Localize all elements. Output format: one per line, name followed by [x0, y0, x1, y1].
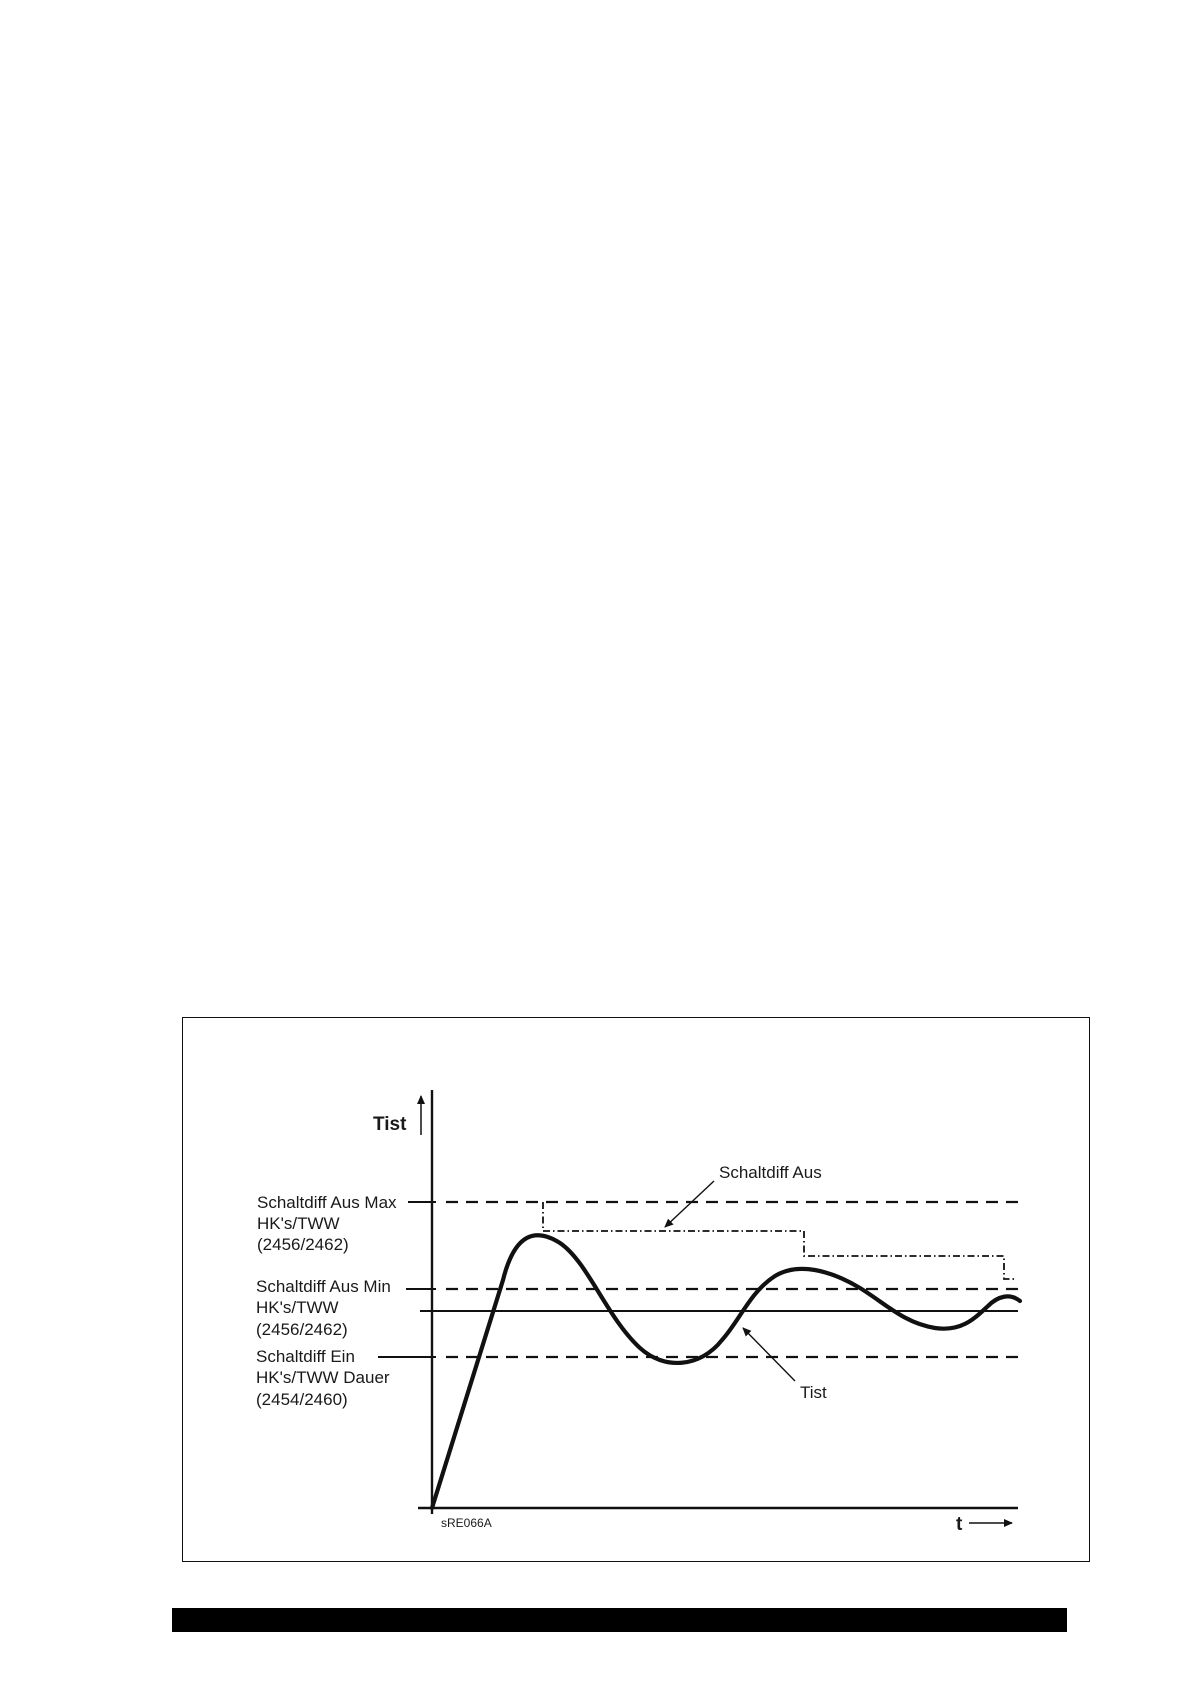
- y-axis-label: Tist: [373, 1114, 407, 1135]
- aus-min-label-line1: Schaltdiff Aus Min: [256, 1277, 391, 1296]
- schaltdiff-aus-step-line: [543, 1202, 1014, 1279]
- level-aus-max: [257, 1193, 1018, 1254]
- aus-max-label-line3: (2456/2462): [257, 1235, 349, 1254]
- tist-pointer-icon: [743, 1328, 795, 1381]
- x-axis-label: t: [956, 1514, 963, 1535]
- level-ein: [256, 1347, 1018, 1409]
- footer-bar: [172, 1608, 1067, 1632]
- level-aus-min: [256, 1277, 1018, 1339]
- schaltdiff-aus-pointer-icon: [665, 1181, 714, 1227]
- aus-max-label-line1: Schaltdiff Aus Max: [257, 1193, 397, 1212]
- tist-annotation: Tist: [800, 1383, 827, 1402]
- ein-label-line3: (2454/2460): [256, 1390, 348, 1409]
- aus-min-label-line2: HK's/TWW: [256, 1298, 339, 1317]
- ein-label-line2: HK's/TWW Dauer: [256, 1368, 390, 1387]
- figure-code: sRE066A: [441, 1516, 492, 1530]
- aus-min-label-line3: (2456/2462): [256, 1320, 348, 1339]
- schaltdiff-aus-annotation: Schaltdiff Aus: [719, 1163, 822, 1182]
- aus-max-label-line2: HK's/TWW: [257, 1214, 340, 1233]
- ein-label-line1: Schaltdiff Ein: [256, 1347, 355, 1366]
- tist-curve: [432, 1235, 1020, 1508]
